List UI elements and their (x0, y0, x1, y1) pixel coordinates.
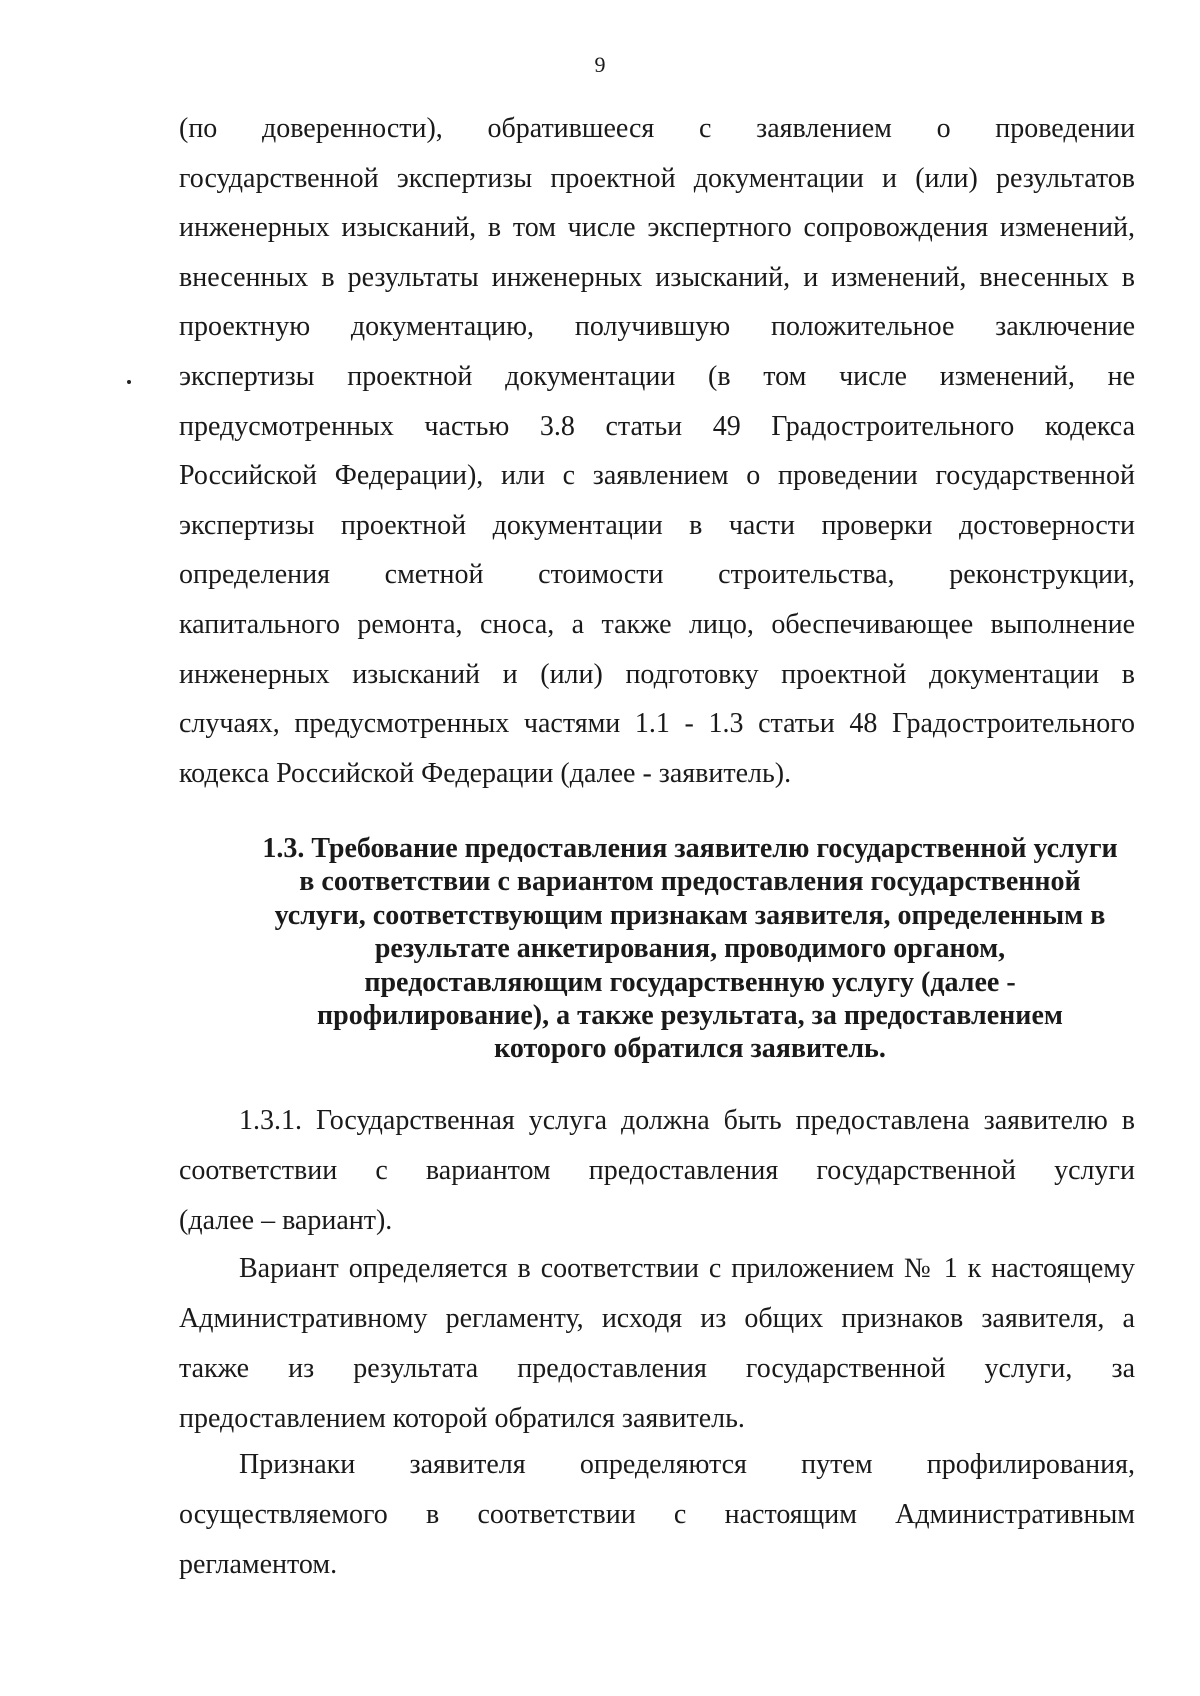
paragraph-line: инженерных изысканий, в том числе экспертного сопровождения изменений, (179, 212, 1135, 244)
heading-line: в соответствии с вариантом предоставления государственной (299, 866, 1081, 898)
paragraph-line: кодекса Российской Федерации (далее - заявитель). (179, 757, 792, 789)
heading-line: профилирование), а также результата, за предоставлением (317, 1000, 1063, 1032)
paragraph-line: регламентом. (179, 1549, 338, 1580)
paragraph-line: инженерных изысканий и (или) подготовку проектной документации в (179, 658, 1135, 690)
paragraph-line: (далее – вариант). (179, 1205, 393, 1236)
paragraph-line: (по доверенности), обратившееся с заявлением о проведении (179, 113, 1135, 144)
paragraph-line: государственной экспертизы проектной документации и (или) результатов (179, 162, 1135, 194)
paragraph-line: проектную документацию, получившую положительное заключение (179, 311, 1135, 343)
section-heading (240, 832, 1140, 1066)
paragraph-applicant-definition (179, 104, 1135, 798)
paragraph-line: Российской Федерации), или с заявлением о проведении государственной (179, 460, 1135, 492)
paragraph-line: предоставлением которой обратился заявитель. (179, 1403, 745, 1434)
paragraph-line: определения сметной стоимости строительства, реконструкции, (179, 559, 1135, 591)
paragraph-applicant-features (179, 1440, 1135, 1590)
paragraph-line: соответствии с вариантом предоставления государственной услуги (179, 1155, 1135, 1186)
paragraph-variant (179, 1244, 1135, 1444)
paragraph-line: осуществляемого в соответствии с настоящим Административным (179, 1499, 1135, 1530)
paragraph-line: экспертизы проектной документации в части проверки достоверности (179, 509, 1135, 541)
paragraph-line: внесенных в результаты инженерных изысканий, и изменений, внесенных в (179, 261, 1135, 293)
paragraph-line: Признаки заявителя определяются путем профилирования, (239, 1449, 1135, 1480)
paragraph-1-3-1 (179, 1096, 1135, 1246)
paragraph-line: Вариант определяется в соответствии с приложением № 1 к настоящему (239, 1253, 1135, 1284)
heading-line: результате анкетирования, проводимого органом, (374, 933, 1006, 965)
paragraph-line: предусмотренных частью 3.8 статьи 49 Градостроительного кодекса (179, 410, 1135, 442)
page-number: 9 (594, 52, 606, 77)
margin-mark (127, 380, 131, 384)
paragraph-line: Административному регламенту, исходя из общих признаков заявителя, а (179, 1303, 1135, 1334)
paragraph-line: 1.3.1. Государственная услуга должна быть предоставлена заявителю в (239, 1105, 1135, 1136)
paragraph-line: экспертизы проектной документации (в том числе изменений, не (179, 360, 1135, 392)
paragraph-line: случаях, предусмотренных частями 1.1 - 1.3 статьи 48 Градостроительного (179, 708, 1135, 740)
heading-line: 1.3. Требование предоставления заявителю государственной услуги (262, 833, 1118, 864)
heading-line: которого обратился заявитель. (494, 1033, 886, 1065)
paragraph-line: капитального ремонта, сноса, а также лицо, обеспечивающее выполнение (179, 608, 1135, 640)
paragraph-line: также из результата предоставления государственной услуги, за (179, 1353, 1135, 1384)
heading-line: услуги, соответствующим признакам заявителя, определенным в (274, 899, 1106, 931)
heading-line: предоставляющим государственную услугу (далее - (364, 966, 1016, 998)
